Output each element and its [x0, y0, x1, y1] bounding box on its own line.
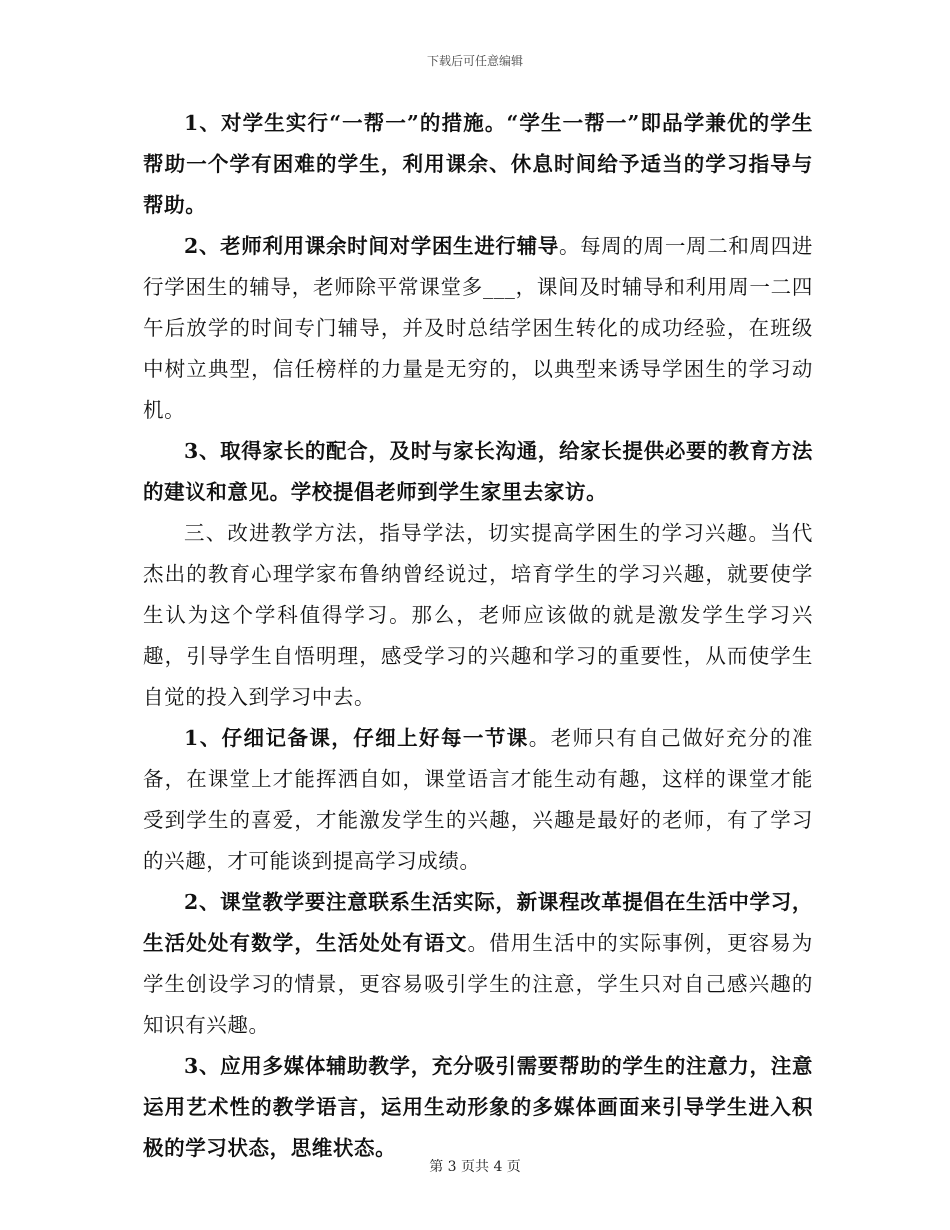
- page-footer: 第 3 页共 4 页: [429, 1159, 521, 1175]
- paragraph-bold-text: 1、仔细记备课，仔细上好每一节课: [184, 726, 529, 750]
- paragraph-1: [143, 103, 813, 226]
- paragraph-5: [143, 718, 813, 882]
- paragraph-2: [143, 226, 813, 431]
- paragraph-bold-text: 1、对学生实行“一帮一”的措施。“学生一帮一”即品学兼优的学生帮助一个学有困难的学生，利用课余、休息时间给予适当的学习指导与帮助。: [143, 111, 813, 217]
- paragraph-text: 三、改进教学方法，指导学法，切实提高学困生的学习兴趣。当代杰出的教育心理学家布鲁纳曾经说过，培育学生的学习兴趣，就要使学生认为这个学科值得学习。那么，老师应该做的就是激发学生学习兴趣，引导学生自悟明理，感受学习的兴趣和学习的重要性，从而使学生自觉的投入到学习中去。: [143, 521, 813, 709]
- paragraph-bold-text: 3、取得家长的配合，及时与家长沟通，给家长提供必要的教育方法的建议和意见。学校提倡老师到学生家里去家访。: [143, 439, 813, 504]
- paragraph-bold-text: 2、老师利用课余时间对学困生进行辅导: [184, 234, 559, 258]
- paragraph-text: 。老师只有自己做好充分的准备，在课堂上才能挥洒自如，课堂语言才能生动有趣，这样的课堂才能受到学生的喜爱，才能激发学生的兴趣，兴趣是最好的老师，有了学习的兴趣，才可能谈到提高学习成绩。: [143, 726, 813, 873]
- paragraph-text: 。每周的周一周二和周四进行学困生的辅导，老师除平常课堂多___，课间及时辅导和利用周一二四午后放学的时间专门辅导，并及时总结学困生转化的成功经验，在班级中树立典型，信任榜样的力量是无穷的，以典型来诱导学困生的学习动机。: [143, 234, 813, 422]
- paragraph-text: 。借用生活中的实际事例，更容易为学生创设学习的情景，更容易吸引学生的注意，学生只对自己感兴趣的知识有兴趣。: [143, 931, 813, 1037]
- paragraph-3: [143, 431, 813, 513]
- paragraph-bold-text: 2、课堂教学要注意联系生活实际，新课程改革提倡在生活中学习，生活处处有数学，生活处处有语文: [143, 890, 813, 955]
- paragraph-4: [143, 513, 813, 718]
- paragraph-7: [143, 1046, 813, 1169]
- paragraph-bold-text: 3、应用多媒体辅助教学，充分吸引需要帮助的学生的注意力，注意运用艺术性的教学语言，运用生动形象的多媒体画面来引导学生进入积极的学习状态，思维状态。: [143, 1054, 813, 1160]
- page-header: 下载后可任意编辑: [426, 54, 523, 68]
- paragraph-6: [143, 882, 813, 1046]
- document-body: [143, 103, 813, 1169]
